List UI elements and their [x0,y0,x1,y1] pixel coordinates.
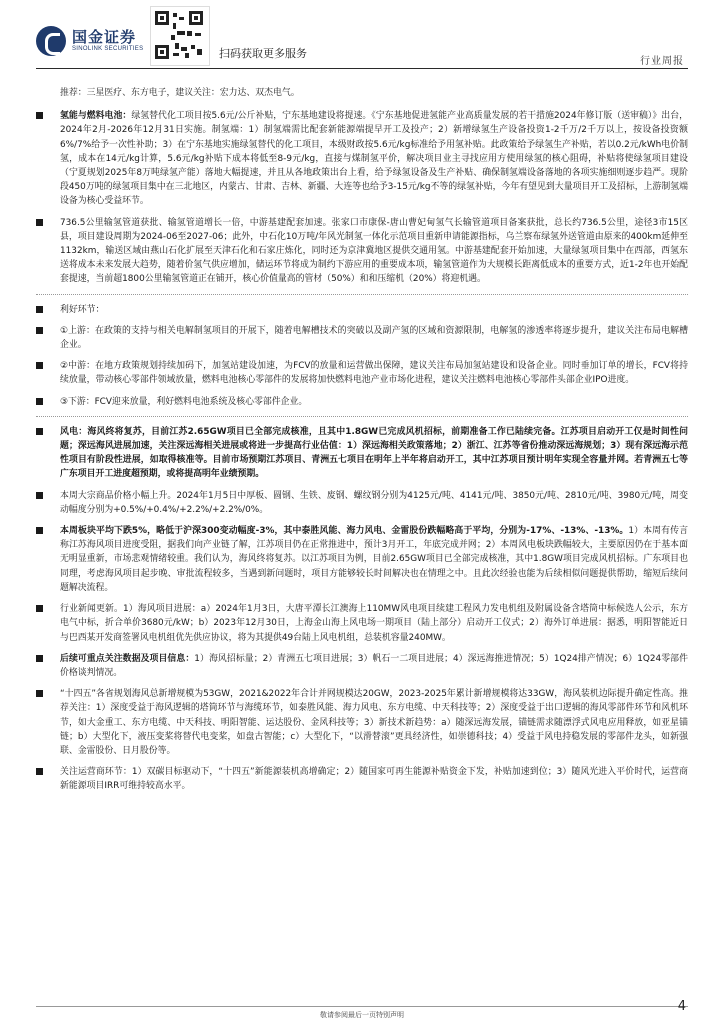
paragraph-lead: 本周板块平均下跌5%，略低于沪深300变动幅度-3%，其中泰胜风能、海力风电、金雷股份跌幅略高于平均，分别为-17%、-13%、-13%。 [60,526,629,537]
section-divider [36,294,688,295]
bullet-square-icon [36,492,43,499]
header-rule [36,68,688,69]
bullet-square-icon [36,655,43,662]
footer-disclaimer: 敬请参阅最后一页特别声明 [320,1011,404,1019]
bullet-square-icon [36,605,43,612]
paragraph-lead: 后续可重点关注数据及项目信息： [60,653,195,664]
bullet-square-icon [36,428,43,435]
qr-code-icon[interactable] [150,6,210,66]
paragraph [60,765,688,793]
footer-rule [36,1006,688,1007]
paragraph-text: ②中游：在地方政策规划持续加码下，加氢站建设加速，为FCV的放量和运营做出保障，建议关注布局加氢站建设和设备企业。同时垂加订单的增长，FCV将持续放量，带动核心零部件领域放量，燃料电池核心零部件的发展将加快燃料电池产业市场化进程，建议关注燃料电池核心零部件头部企业IPO进度。 [60,361,688,386]
paragraph-text: 关注运营商环节：1）双碳目标驱动下，“十四五”新能源装机高增确定；2）随国家可再生能源补贴资金下发，补贴加速到位；3）随风光进入平价时代，运营商新能源项目IRR可维持较高水平。 [60,767,688,792]
bullet-square-icon [36,219,43,226]
paragraph [60,86,688,100]
paragraph [60,524,688,595]
bullet-square-icon [36,768,43,775]
paragraph [60,109,688,208]
scan-prompt: 扫码获取更多服务 [219,47,307,60]
bullet-square-icon [36,327,43,334]
page-number: 4 [677,999,686,1014]
logo-icon [36,26,66,56]
paragraph-text: ①上游：在政策的支持与相关电解制氢项目的开展下，随着电解槽技术的突破以及副产氢的区域和资源限制，电解氢的渗透率将逐步提升，建议关注布局电解槽企业。 [60,325,688,351]
paragraph [60,395,688,409]
report-body [60,86,688,801]
paragraph-text: 推荐：三星医疗、东方电子，建议关注：宏力达、双杰电气。 [60,88,300,98]
paragraph-text: 本周大宗商品价格小幅上升。2024年1月5日中厚板、圆钢、生铁、废钢、螺纹钢分别为4125元/吨、4141元/吨、3850元/吨、2810元/吨、3980元/吨，周变动幅度分别为+0.5%/+0.4%/+2.2%/+2.2%/0%。 [60,490,688,515]
section-divider [36,416,688,417]
paragraph-text: 绿氢替代化工项目按5.6元/公斤补贴，宁东基地建设将提速。《宁东基地促进氢能产业高质量发展的若干措施2024年修订版（送审稿）》出台，2024年2月-2026年12月31日实施。制氢端：1）制氢端需比配套新能源端提早开工及投产；2）新增绿氢生产设备投资1-2千万/2千万以上，按设备投资额6%/7%给予一次性补助；3）在宁东基地实施绿氢替代的化工项目，本级财政按5.6元/kg标准给予用氢补贴。此政策给予绿氢生产补贴，若以0.2元/kWh电价制氢，成本在14元/kg计算，5.6元/kg补贴下成本将低至8-9元/kg，直接与煤制氢平价，解决项目业主寻找应用方使用绿氢的核心阻碍，补贴将使绿氢项目建设（宁夏规划2025年8万吨绿氢产能）落地大幅提速，并且从各地政策出台上看，给予绿氢设备及生产补贴、确保制氢端设备落地的各项实施细则逐步趋严。现阶段450万吨的绿氢项目集中在三北地区，内蒙古、甘肃、吉林、新疆、大连等也给予3-15元/kg不等的绿氢补贴，今年有望见到大量项目开工及招标，上游制氢端设备为核心受益环节。 [60,111,689,207]
paragraph-text: ③下游：FCV迎来放量，利好燃料电池系统及核心零部件企业。 [60,396,308,407]
bullet-square-icon [36,398,43,405]
paragraph [60,359,688,387]
paragraph-text: 1）本周有传言称江苏海风项目进度受阻，据我们向产业链了解，江苏项目仍在正常推进中，预计3月开工，年底完成并网；2）本周风电板块跌幅较大，主要原因仍在于基本面无明显重新，市场悲观情绪较重。我们认为，海风终将复苏。以江苏项目为例，目前2.65GW项目已全部完成核准，其中1.8GW项目完成风机招标。广东项目也同理，考虑海风项目起步晚、审批流程较多，当遇到新问题时，项目方能够较长时间解决也在情理之中。且此次经验也能为后续相似问题提供帮助，缩短后续问题解决流程。 [60,526,688,593]
paragraph [60,602,688,645]
paragraph-text: “十四五”各省规划海风总新增规模为53GW，2021&2022年合计并网规模达20GW，2023-2025年累计新增规模将达33GW，海风装机边际提升确定性高。推荐关注：1）深度受益于海风逻辑的塔筒环节与海缆环节，如泰胜风能、海力风电、东方电缆、中天科技等；2）深度受益于出口逻辑的海风零部件环节和风机环节，如大金重工、东方电缆、中天科技、明阳智能、运达股份、金风科技等；3）新技术新趋势：a）随深远海发展，锚链需求随漂浮式风电应用释放，如亚星锚链；b）大型化下，液压变桨将替代电变桨，如盘古智能；c）大型化下，“以滑替滚”更具经济性，如崇德科技；4）受益于风电持稳发展的零部件龙头，如新强联、金雷股份、日月股份等。 [60,689,688,756]
paragraph [60,687,688,758]
logo-cn-text: 国金证券 [72,28,137,46]
paragraph-lead: 氢能与燃料电池： [60,111,132,122]
bullet-square-icon [36,527,43,534]
bullet-square-icon [36,306,43,313]
logo-en-text: SINOLINK SECURITIES [72,46,144,52]
paragraph-text: 行业新闻更新。1）海风项目进展：a）2024年1月3日，大唐平潭长江澳海上110MW风电项目续建工程风力发电机组及附属设备含塔筒中标候选人公示，东方电气中标，折合单价3680元/kW；b）2023年12月30日，上海金山海上风电场一期项目（陆上部分）启动开工仪式；2）海外订单进展：据悉，明阳智能近日与巴西某开发商签署风电机组优先供应协议，将为其提供49台陆上风电机组，总装机容量240MW。 [60,604,688,643]
bullet-square-icon [36,690,43,697]
paragraph-text: 736.5公里输氢管道获批、输氢管道增长一倍，中游基建配套加速。张家口市康保-唐山曹妃甸氢气长输管道项目备案获批，总长约736.5公里，途径3市15区县，项目建设周期为2024-06至2027-06；此外，中石化10万吨/年风光制氢一体化示范项目重新申请能源指标，乌兰察布绿氢外送管道由原来的400km延伸至1132km，输送区域由燕山石化扩展至天津石化和石家庄炼化，同时还为京津冀地区提供交通用氢。中游基建配套开始加速，大量绿氢项目集中在西部，西氢东送将成本未来发展大趋势，随着价氢气供应增加，储运环节将成为制约下游应用的重要成本项，输氢管道作为大规模长距离低成本的重要方式，近1-2年也开始配套提速，当前超1800公里输氢管道正在铺开，核心价值量高的管材（50%）和和压缩机（20%）将迎机遇。 [60,217,688,285]
paragraph [60,303,688,317]
paragraph-text: 利好环节： [60,304,105,315]
paragraph [60,489,688,517]
paragraph [60,324,688,352]
company-logo [36,26,143,56]
paragraph-text: 1）海风招标量；2）青洲五七项目进展；3）帆石一二项目进展；4）深远海推进情况；5）1Q24排产情况；6）1Q24零部件价格谈判情况。 [60,653,688,678]
page-header [0,0,724,72]
paragraph [60,652,688,680]
paragraph [60,425,688,482]
bullet-square-icon [36,362,43,369]
paragraph-text: 风电：海风终将复苏，目前江苏2.65GW项目已全部完成核准，且其中1.8GW已完成风机招标，前期准备工作已陆续完备。江苏项目启动开工仅是时间性问题；深远海风进展加速，关注深远海相关进展或将进一步提高行业估值：1）深远海相关政策落地；2）浙江、江苏等省份推动深远海规划；3）现有深远海示范性项目有阶段性进展，如取得核准等。目前市场预期江苏项目、青洲五七项目在明年上半年将启动开工，其中江苏项目预计明年实现全容量并网。若青洲五七等广东项目开工进度超预期，或将提高明年业绩预期。 [60,426,688,480]
bullet-square-icon [36,112,43,119]
report-type-label: 行业周报 [640,56,684,67]
paragraph [60,216,688,287]
